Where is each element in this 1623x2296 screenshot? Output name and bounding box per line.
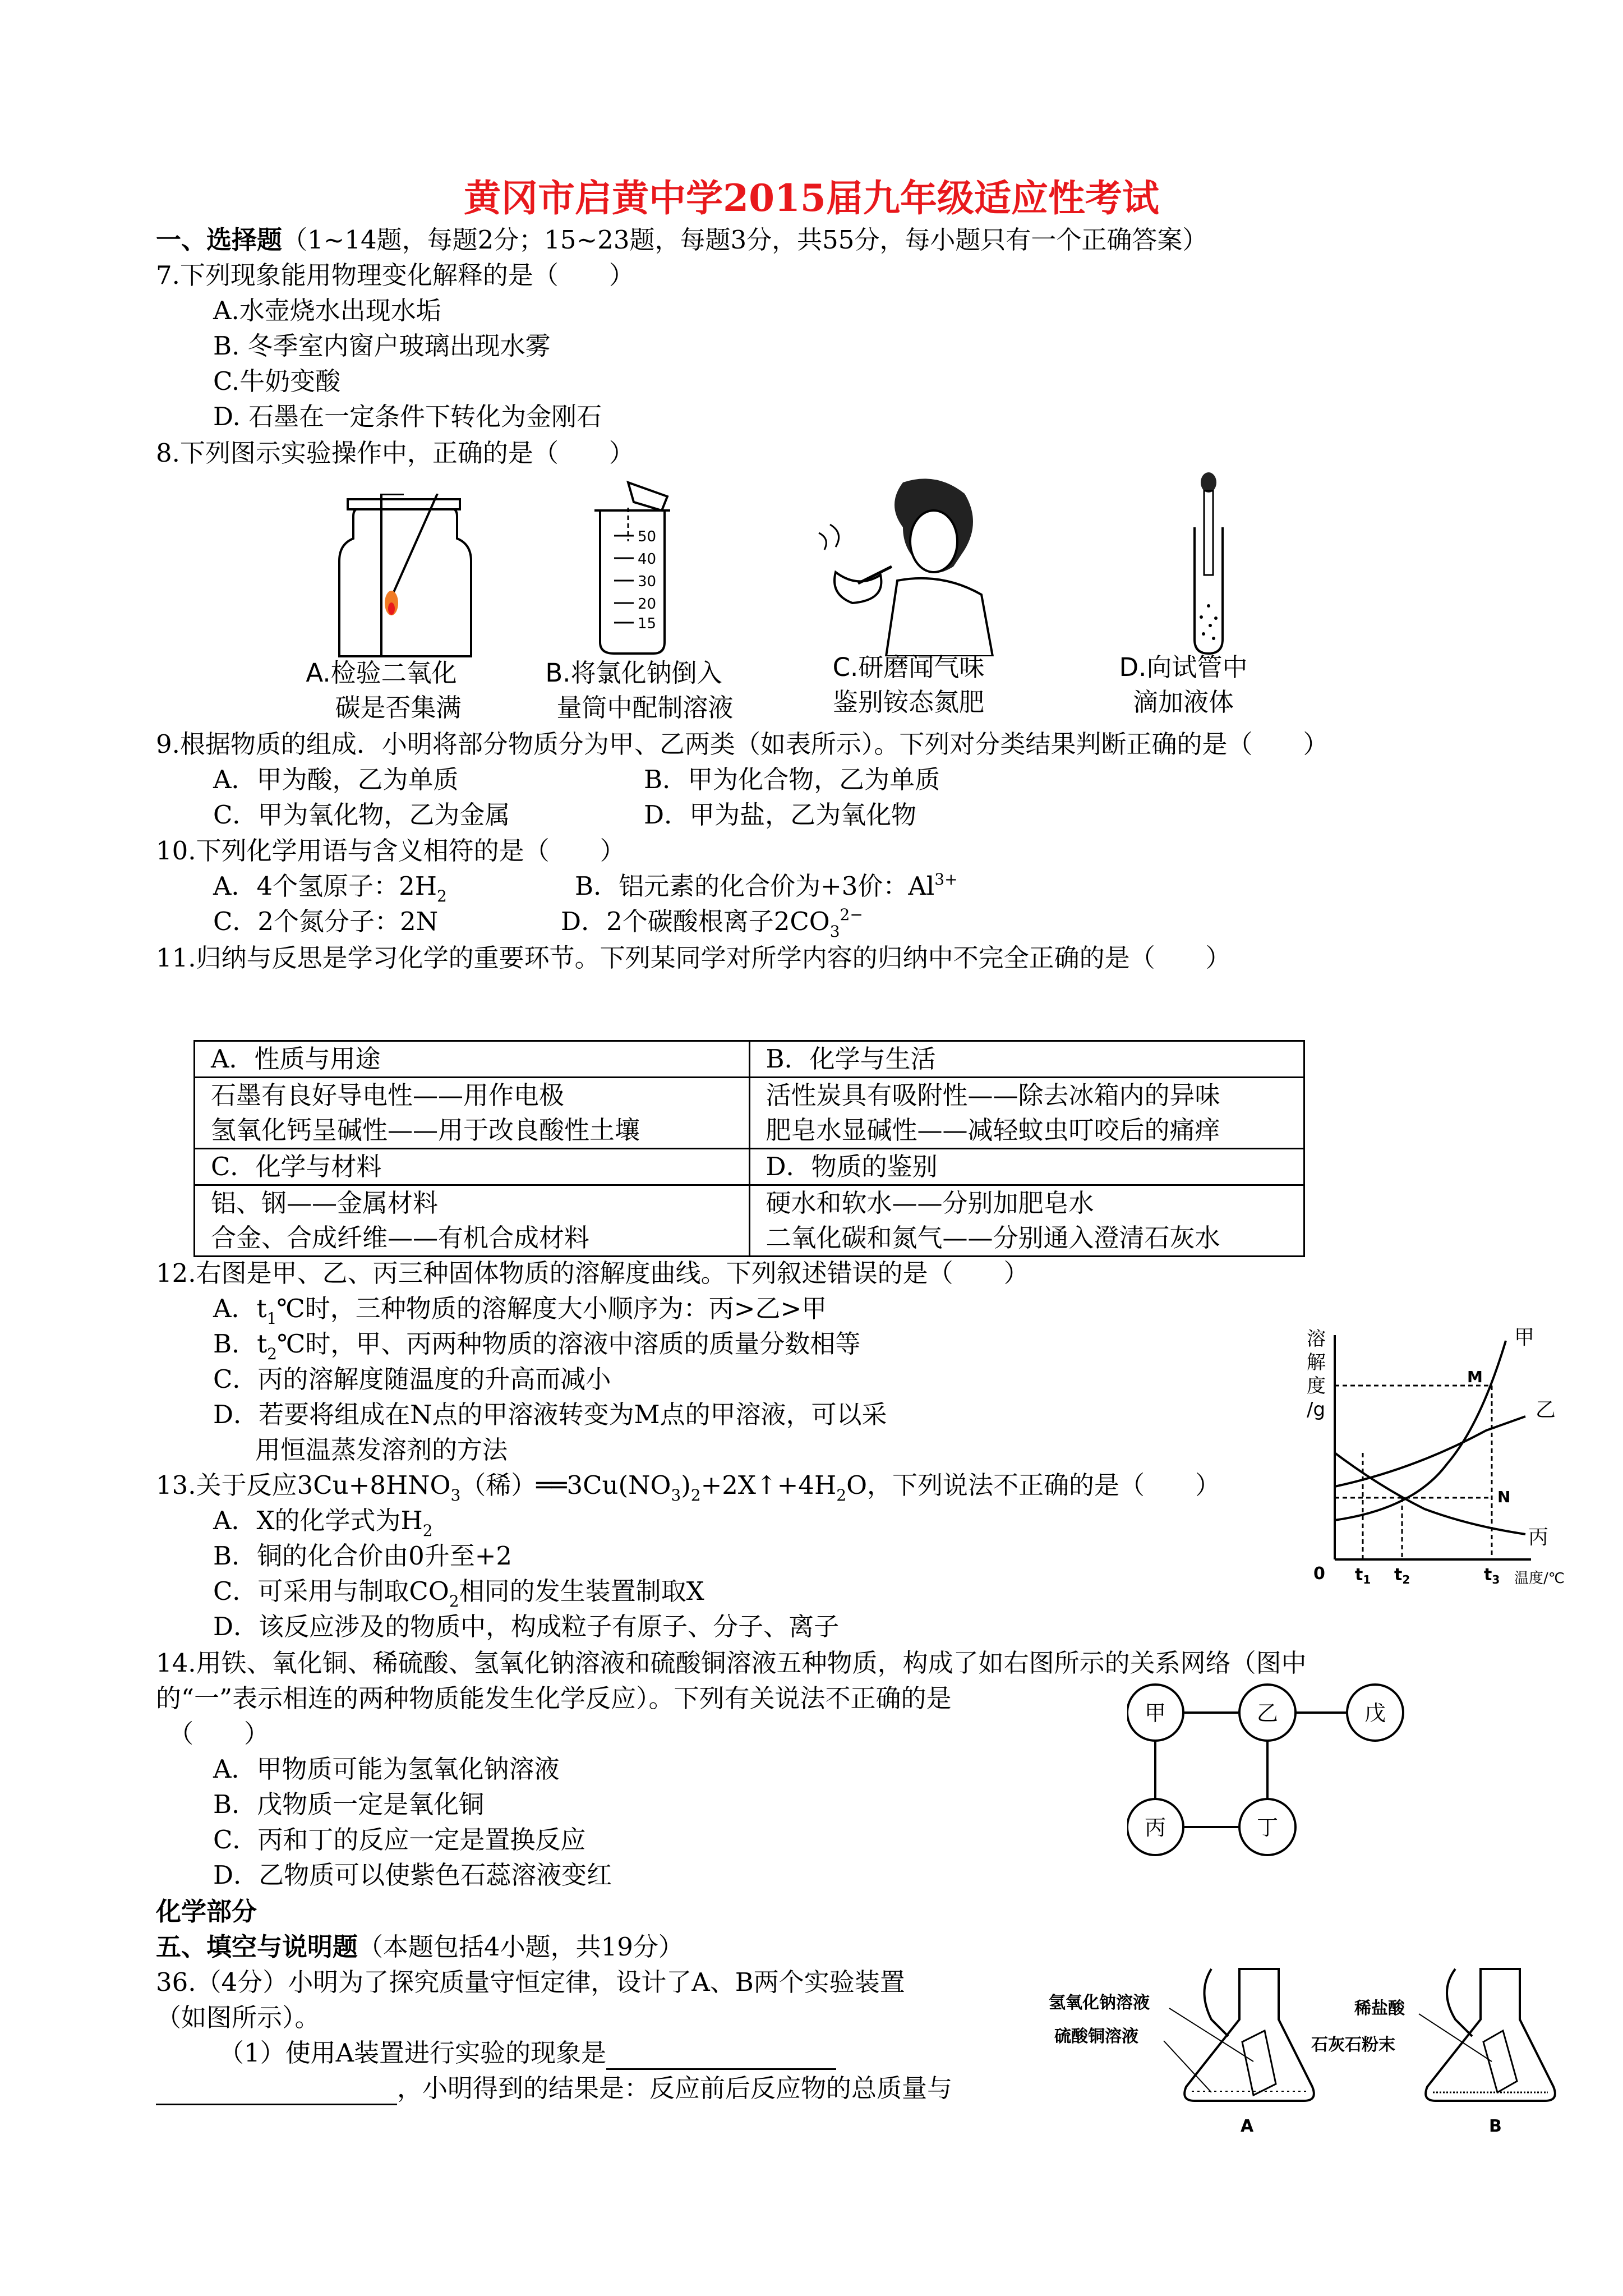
q14-stem-line3: （ ）: [168, 1719, 270, 1749]
q13-part: +2X↑+4H: [700, 1470, 837, 1500]
section5-header: [156, 1930, 684, 1964]
x-tick-label-t2: t: [1394, 1565, 1403, 1585]
q9-option-b: B．甲为化合物，乙为单质: [644, 765, 940, 794]
test-tube-dropper-figure: [1166, 471, 1251, 656]
table-row: [195, 1185, 1304, 1257]
point-m-label: M: [1467, 1368, 1483, 1386]
q13-c-text: C．可采用与制取CO: [213, 1576, 449, 1606]
series-label-jia: 甲: [1514, 1326, 1535, 1349]
section1-note: （1~14题，每题2分；15~23题，每题3分，共55分，每小题只有一个正确答案）: [282, 225, 1208, 255]
table-row: [195, 1078, 1304, 1149]
table-cell: [195, 1078, 750, 1149]
x-tick-label: [1394, 1565, 1410, 1586]
x-tick-label-t3: t: [1484, 1565, 1492, 1585]
q12-a-text: ℃时，三种物质的溶解度大小顺序为：丙>乙>甲: [276, 1294, 827, 1323]
q13-sub: 2: [690, 1486, 701, 1504]
q10-option-b: [575, 869, 958, 907]
cell-line: 肥皂水显碱性——减轻蚊虫叮咬后的痛痒: [766, 1115, 1220, 1145]
q8-caption-a-line1: A.检验二氧化: [306, 658, 457, 688]
q36-line1: 36.（4分）小明为了探究质量守恒定律，设计了A、B两个实验装置: [156, 1967, 905, 1997]
q13-part: O，下列说法不正确的是（ ）: [846, 1470, 1220, 1500]
reaction-network-diagram: [1127, 1680, 1413, 1860]
x-axis-label: 温度/℃: [1514, 1570, 1565, 1587]
q13-a-subscript: 2: [422, 1521, 433, 1540]
q10-d-text: D．2个碳酸根离子: [561, 907, 774, 936]
answer-blank[interactable]: [606, 2041, 836, 2070]
cylinder-mark: 15: [638, 615, 657, 632]
q12-stem: 12.右图是甲、乙、丙三种固体物质的溶解度曲线。下列叙述错误的是（ ）: [156, 1258, 1029, 1288]
q10-b-formula: Al: [908, 871, 935, 901]
q14-option-c: C．丙和丁的反应一定是置换反应: [213, 1825, 586, 1855]
x-tick-label: [1484, 1565, 1500, 1586]
q8-stem: 8.下列图示实验操作中，正确的是（ ）: [156, 438, 634, 468]
q9-option-a: A．甲为酸，乙为单质: [213, 765, 459, 794]
series-label-bing: 丙: [1528, 1526, 1549, 1549]
table-cell: D．物质的鉴别: [749, 1149, 1304, 1185]
student-grinding-figure: [813, 471, 998, 656]
figure-b-label: B: [1489, 2116, 1502, 2136]
y-axis-label-char: 解: [1307, 1351, 1326, 1374]
cell-line: 活性炭具有吸附性——除去冰箱内的异味: [766, 1080, 1220, 1110]
q36-line3: [219, 2036, 836, 2070]
q11-stem: 11.归纳与反思是学习化学的重要环节。下列某同学对所学内容的归纳中不完全正确的是（ ）: [156, 943, 1231, 973]
q10-option-c: C．2个氮分子：2N: [213, 907, 439, 936]
node-bing: 丙: [1144, 1815, 1166, 1840]
q13-c-subscript: 2: [449, 1592, 459, 1611]
q36-question-1: （1）使用A装置进行实验的现象是: [219, 2038, 607, 2068]
svg-text:t3: [1484, 1565, 1500, 1586]
q9-stem: 9.根据物质的组成．小明将部分物质分为甲、乙两类（如表所示）。下列对分类结果判断正确的是（ ）: [156, 729, 1329, 759]
q10-b-text: B．铝元素的化合价为+3价：: [575, 871, 909, 901]
q10-stem: 10.下列化学用语与含义相符的是（ ）: [156, 836, 625, 866]
q12-option-d-line2: 用恒温蒸发溶剂的方法: [255, 1435, 508, 1465]
q13-part: （稀）══3Cu(NO: [460, 1470, 671, 1500]
q7-option-c: C.牛奶变酸: [213, 366, 341, 396]
cell-line: 氢氧化钙呈碱性——用于改良酸性土壤: [211, 1115, 640, 1145]
label-sodium-hydroxide: 氢氧化钠溶液: [1049, 1993, 1150, 2013]
cylinder-mark: 40: [638, 551, 657, 568]
q8-caption-d-line1: D.向试管中: [1119, 652, 1248, 682]
q8-caption-a-line2: 碳是否集满: [335, 693, 462, 723]
answer-blank[interactable]: [156, 2077, 397, 2105]
q8-caption-d-line2: 滴加液体: [1132, 687, 1234, 717]
q8-caption-b-line1: B.将氯化钠倒入: [545, 658, 722, 688]
y-axis-label-char: 溶: [1307, 1328, 1326, 1350]
cell-line: 石墨有良好导电性——用作电极: [211, 1080, 565, 1110]
q8-caption-c-line1: C.研磨闻气味: [832, 652, 985, 682]
q7-stem: 7.下列现象能用物理变化解释的是（ ）: [156, 260, 634, 290]
q13-option-a: [213, 1504, 433, 1541]
q13-c-text2: 相同的发生装置制取X: [459, 1576, 704, 1606]
table-cell: [749, 1185, 1304, 1257]
q13-part: ): [681, 1470, 691, 1500]
mass-conservation-apparatus-figure: [1043, 1958, 1604, 2143]
guide-lines: [1335, 1386, 1492, 1559]
q8-caption-b-line2: 量筒中配制溶液: [556, 693, 734, 723]
cylinder-mark: 50: [638, 528, 657, 545]
q10-d-subscript: 3: [829, 922, 840, 941]
q10-a-subscript: 2: [437, 887, 447, 905]
q36-line4: [156, 2072, 952, 2105]
q12-b-prefix: B．t: [213, 1329, 268, 1359]
cylinder-mark: 20: [638, 596, 657, 613]
q14-option-d: D．乙物质可以使紫色石蕊溶液变红: [213, 1860, 612, 1890]
table-cell: C．化学与材料: [195, 1149, 750, 1185]
q14-option-b: B．戊物质一定是氧化铜: [213, 1789, 485, 1819]
q13-a-text: A．X的化学式为H: [213, 1506, 423, 1535]
q13-option-c: [213, 1575, 704, 1612]
q10-d-formula: 2CO: [773, 907, 830, 936]
q13-option-d: D．该反应涉及的物质中，构成粒子有原子、分子、离子: [213, 1612, 840, 1641]
node-wu: 戊: [1364, 1701, 1386, 1726]
cell-line: 硬水和软水——分别加肥皂水: [766, 1188, 1094, 1218]
x-tick-label-t1: t: [1355, 1565, 1363, 1585]
table-row: [195, 1041, 1304, 1078]
q14-option-a: A．甲物质可能为氢氧化钠溶液: [213, 1754, 560, 1784]
cell-line: 铝、钢——金属材料: [211, 1188, 439, 1218]
y-axis-label-char: /g: [1307, 1398, 1326, 1421]
table-cell: B．化学与生活: [749, 1041, 1304, 1078]
graduated-cylinder-figure: [561, 480, 695, 659]
figure-a-label: A: [1241, 2116, 1254, 2136]
q10-option-d: [561, 905, 863, 942]
solubility-chart: [1301, 1324, 1587, 1588]
q13-part: 13.关于反应3Cu+8HNO: [156, 1470, 451, 1500]
label-hydrochloric-acid: 稀盐酸: [1354, 1999, 1405, 2018]
series-line-yi: [1335, 1416, 1525, 1487]
q36-line2: （如图所示）。: [156, 2003, 320, 2032]
q10-a-text: A．4个氢原子：: [213, 871, 399, 901]
q12-option-a: [213, 1292, 827, 1329]
x-tick-label-sub: 2: [1402, 1573, 1410, 1586]
q7-option-d: D. 石墨在一定条件下转化为金刚石: [213, 402, 602, 431]
q12-a-subscript: 1: [266, 1309, 277, 1328]
label-copper-sulfate: 硫酸铜溶液: [1054, 2027, 1138, 2046]
table-row: [195, 1149, 1304, 1185]
series-label-yi: 乙: [1536, 1398, 1556, 1421]
q13-stem: [156, 1469, 1220, 1506]
page-title: 黄冈市启黄中学2015届九年级适应性考试: [464, 176, 1159, 220]
cylinder-mark: 30: [638, 573, 657, 590]
q7-option-a: A.水壶烧水出现水垢: [213, 296, 441, 325]
x-tick-label-sub: 3: [1492, 1573, 1500, 1586]
section5-heading: 五、填空与说明题: [156, 1932, 358, 1962]
q12-b-text: ℃时，甲、丙两种物质的溶液中溶质的质量分数相等: [276, 1329, 861, 1359]
table-cell: [749, 1078, 1304, 1149]
x-tick-label-sub: 1: [1363, 1573, 1371, 1586]
q12-option-c: C．丙的溶解度随温度的升高而减小: [213, 1364, 611, 1394]
q9-option-c: C．甲为氧化物，乙为金属: [213, 800, 510, 830]
part-heading: 化学部分: [156, 1897, 257, 1926]
co2-collection-figure: [325, 494, 488, 662]
y-axis-label-char: 度: [1307, 1375, 1326, 1397]
q14-stem-line1: 14.用铁、氧化铜、稀硫酸、氢氧化钠溶液和硫酸铜溶液五种物质，构成了如右图所示的关系网络（图中: [156, 1648, 1307, 1678]
node-yi: 乙: [1256, 1701, 1279, 1726]
svg-text:t1: [1355, 1565, 1371, 1586]
q13-sub: 3: [450, 1486, 461, 1504]
x-tick-label: [1355, 1565, 1371, 1586]
table-cell: A．性质与用途: [195, 1041, 750, 1078]
q10-b-superscript: 3+: [934, 870, 958, 889]
point-n-label: N: [1497, 1488, 1511, 1506]
q11-summary-table: [193, 1040, 1305, 1257]
node-jia: 甲: [1144, 1701, 1166, 1726]
origin-label: 0: [1313, 1564, 1325, 1584]
cell-line: 合金、合成纤维——有机合成材料: [211, 1223, 590, 1253]
q36-line4-text: ，小明得到的结果是：反应前后反应物的总质量与: [397, 2073, 953, 2103]
label-limestone-powder: 石灰石粉末: [1311, 2035, 1395, 2055]
q7-option-b: B. 冬季室内窗户玻璃出现水雾: [213, 331, 551, 361]
table-cell: [195, 1185, 750, 1257]
q12-a-prefix: A．t: [213, 1294, 267, 1323]
q10-a-formula: 2H: [399, 871, 437, 901]
q12-option-b: [213, 1327, 860, 1364]
q13-sub: 3: [671, 1486, 681, 1504]
q12-b-subscript: 2: [267, 1345, 277, 1363]
svg-text:t2: [1394, 1565, 1410, 1586]
q10-d-superscript: 2−: [840, 905, 863, 924]
q10-option-a: [213, 869, 447, 907]
section1-header: [156, 223, 1207, 257]
q13-sub: 2: [836, 1486, 847, 1504]
section5-note: （本题包括4小题，共19分）: [358, 1932, 684, 1962]
q12-option-d-line1: D．若要将组成在N点的甲溶液转变为M点的甲溶液，可以采: [213, 1400, 887, 1429]
q8-caption-c-line2: 鉴别铵态氮肥: [832, 687, 984, 717]
cell-line: 二氧化碳和氮气——分别通入澄清石灰水: [766, 1223, 1220, 1253]
q13-option-b: B．铜的化合价由0升至+2: [213, 1541, 513, 1571]
node-ding: 丁: [1256, 1815, 1279, 1840]
q14-stem-line2: 的“一”表示相连的两种物质能发生化学反应）。下列有关说法不正确的是: [156, 1683, 952, 1713]
q9-option-d: D．甲为盐，乙为氧化物: [644, 800, 917, 830]
section1-heading: 一、选择题: [156, 225, 283, 255]
